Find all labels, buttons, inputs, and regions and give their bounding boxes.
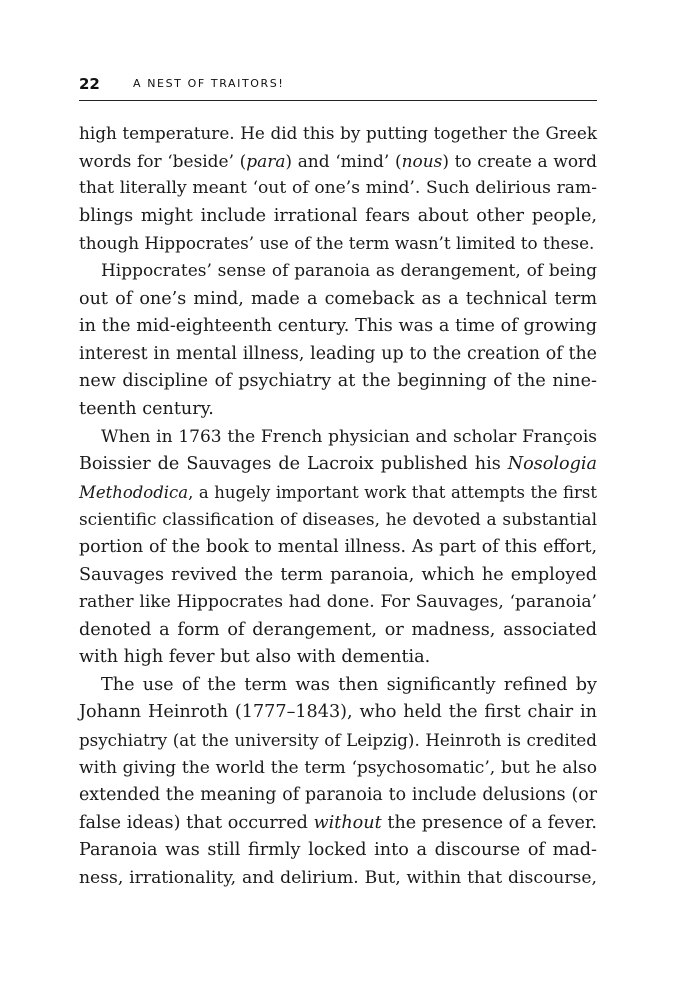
text-run: Paranoia was still firmly locked into a discourse of mad-	[79, 840, 597, 861]
text-line	[79, 562, 597, 590]
text-line	[79, 396, 597, 424]
text-run: Boissier de Sauvages de Lacroix published his	[79, 454, 508, 475]
body-text	[79, 120, 597, 893]
italic-term: nous	[401, 150, 443, 171]
text-run: that literally meant ‘out of one’s mind’. Such delirious ram-	[79, 178, 597, 199]
text-line	[79, 782, 597, 810]
text-line	[79, 755, 597, 783]
text-line	[79, 865, 597, 893]
running-title: A NEST OF TRAITORS!	[133, 77, 285, 90]
text-line	[79, 672, 597, 700]
text-run: with giving the world the term ‘psychosomatic’, but he also	[79, 757, 597, 778]
text-run: Sauvages revived the term paranoia, which he employed	[79, 564, 597, 585]
text-line	[79, 230, 597, 258]
text-run: new discipline of psychiatry at the beginning of the nine-	[79, 371, 597, 392]
text-run: extended the meaning of paranoia to include delusions (or	[79, 785, 597, 806]
text-line	[79, 341, 597, 369]
text-line	[79, 810, 597, 838]
text-run: The use of the term was then significantly refined by	[101, 674, 597, 695]
text-line	[79, 644, 597, 672]
text-line	[79, 120, 597, 148]
text-run: blings might include irrational fears about other people,	[79, 205, 597, 226]
text-run: interest in mental illness, leading up to the creation of the	[79, 343, 597, 364]
text-line	[79, 506, 597, 534]
text-line	[79, 313, 597, 341]
text-line	[79, 175, 597, 203]
text-run: false ideas) that occurred	[79, 812, 314, 833]
text-line	[79, 589, 597, 617]
text-run: denoted a form of derangement, or madness, associated	[79, 619, 597, 640]
text-run: psychiatry (at the university of Leipzig). Heinroth is credited	[79, 731, 597, 751]
text-run: scientific classification of diseases, he devoted a substantial	[79, 509, 597, 530]
text-line	[79, 699, 597, 727]
text-run: with high fever but also with dementia.	[79, 647, 431, 668]
text-run: Johann Heinroth (1777–1843), who held the first chair in	[79, 702, 597, 723]
italic-title: Methododica	[79, 482, 189, 502]
text-run: ) to create a word	[442, 150, 597, 171]
running-header	[79, 74, 597, 101]
italic-title: Nosologia	[507, 454, 597, 475]
text-run: out of one’s mind, made a comeback as a technical term	[79, 288, 597, 309]
text-line	[79, 451, 597, 479]
italic-term: para	[246, 150, 286, 171]
text-line	[79, 424, 597, 452]
text-run: the presence of a fever.	[381, 812, 597, 833]
text-line	[79, 368, 597, 396]
text-line	[79, 258, 597, 286]
text-line	[79, 286, 597, 314]
text-run: teenth century.	[79, 398, 214, 419]
text-line	[79, 479, 597, 507]
text-run: words for ‘beside’ (	[79, 150, 247, 171]
text-run: ) and ‘mind’ (	[285, 150, 402, 171]
text-line	[79, 203, 597, 231]
text-run: When in 1763 the French physician and scholar François	[101, 426, 597, 447]
text-line	[79, 617, 597, 645]
text-run: though Hippocrates’ use of the term wasn’t limited to these.	[79, 233, 595, 254]
text-line	[79, 148, 597, 176]
text-line	[79, 727, 597, 755]
text-run: high temperature. He did this by putting together the Greek	[79, 123, 597, 143]
text-run: ness, irrationality, and delirium. But, within that discourse,	[79, 868, 597, 889]
text-run: in the mid-eighteenth century. This was a time of growing	[79, 316, 597, 337]
text-run: portion of the book to mental illness. As part of this effort,	[79, 536, 597, 557]
text-run: , a hugely important work that attempts the first	[188, 482, 597, 502]
page-number: 22	[79, 75, 100, 93]
text-run: Hippocrates’ sense of paranoia as derangement, of being	[101, 260, 597, 281]
text-line	[79, 837, 597, 865]
text-run: rather like Hippocrates had done. For Sauvages, ‘paranoia’	[79, 592, 597, 613]
italic-emphasis: without	[313, 812, 382, 833]
text-line	[79, 534, 597, 562]
